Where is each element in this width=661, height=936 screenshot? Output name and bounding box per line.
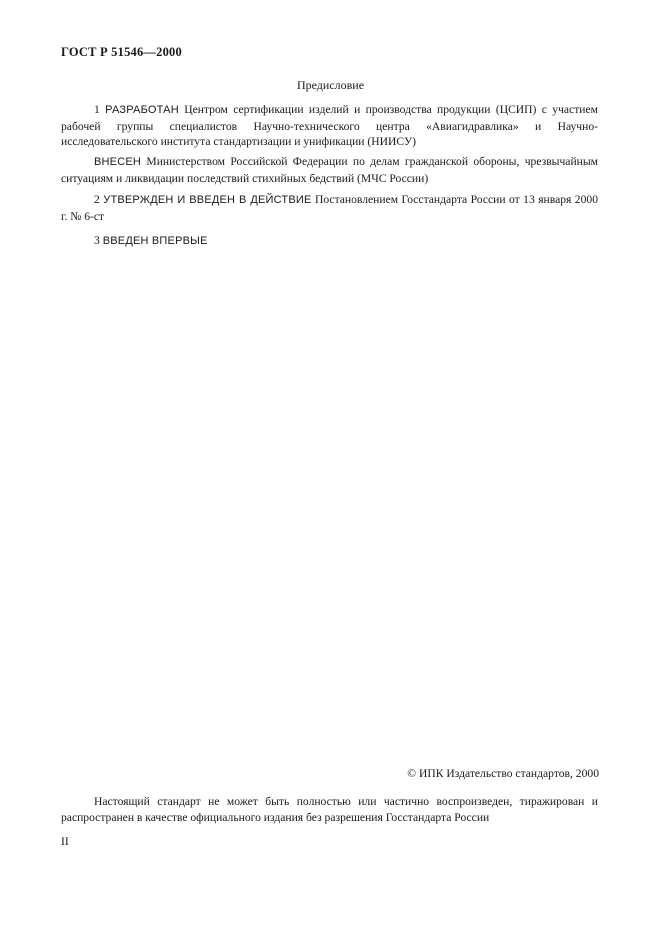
foreword-item-1 bbox=[61, 102, 598, 150]
item-3-number: 3 bbox=[94, 234, 100, 247]
foreword-item-3 bbox=[61, 233, 598, 250]
reproduction-notice: Настоящий стандарт не может быть полностью или частично воспроизведен, тиражирован и распространен в качестве официального издания без разрешения Госстандарта России bbox=[61, 795, 598, 824]
introduced-lead: ВНЕСЕН bbox=[94, 156, 142, 168]
item-1-number: 1 bbox=[94, 103, 100, 116]
introduced-text: Министерством Российской Федерации по делам гражданской обороны, чрезвычайным ситуациям и ликвидации последствий стихийных бедствий (МЧС России) bbox=[61, 155, 598, 185]
item-1-lead: РАЗРАБОТАН bbox=[105, 104, 179, 116]
item-2-text: Постановлением Госстандарта России от 13 января 2000 г. № 6-ст bbox=[61, 193, 598, 223]
item-2-number: 2 bbox=[94, 193, 100, 206]
foreword-title: Предисловие bbox=[296, 78, 365, 92]
item-3-lead: ВВЕДЕН ВПЕРВЫЕ bbox=[102, 235, 208, 247]
copyright-line: © ИПК Издательство стандартов, 2000 bbox=[407, 767, 599, 780]
foreword-item-2 bbox=[61, 192, 598, 224]
item-2-lead: УТВЕРЖДЕН И ВВЕДЕН В ДЕЙСТВИЕ bbox=[103, 194, 312, 206]
foreword-introduced bbox=[61, 154, 598, 186]
page-number: II bbox=[61, 835, 69, 848]
item-1-text: Центром сертификации изделий и производства продукции (ЦСИП) с участием рабочей группы специалистов Научно-технического центра «Авиагидравлика» и Научно-исследовательского института стандартизации и унификации (НИИСУ) bbox=[61, 103, 598, 148]
page-header: ГОСТ Р 51546—2000 bbox=[61, 45, 182, 59]
